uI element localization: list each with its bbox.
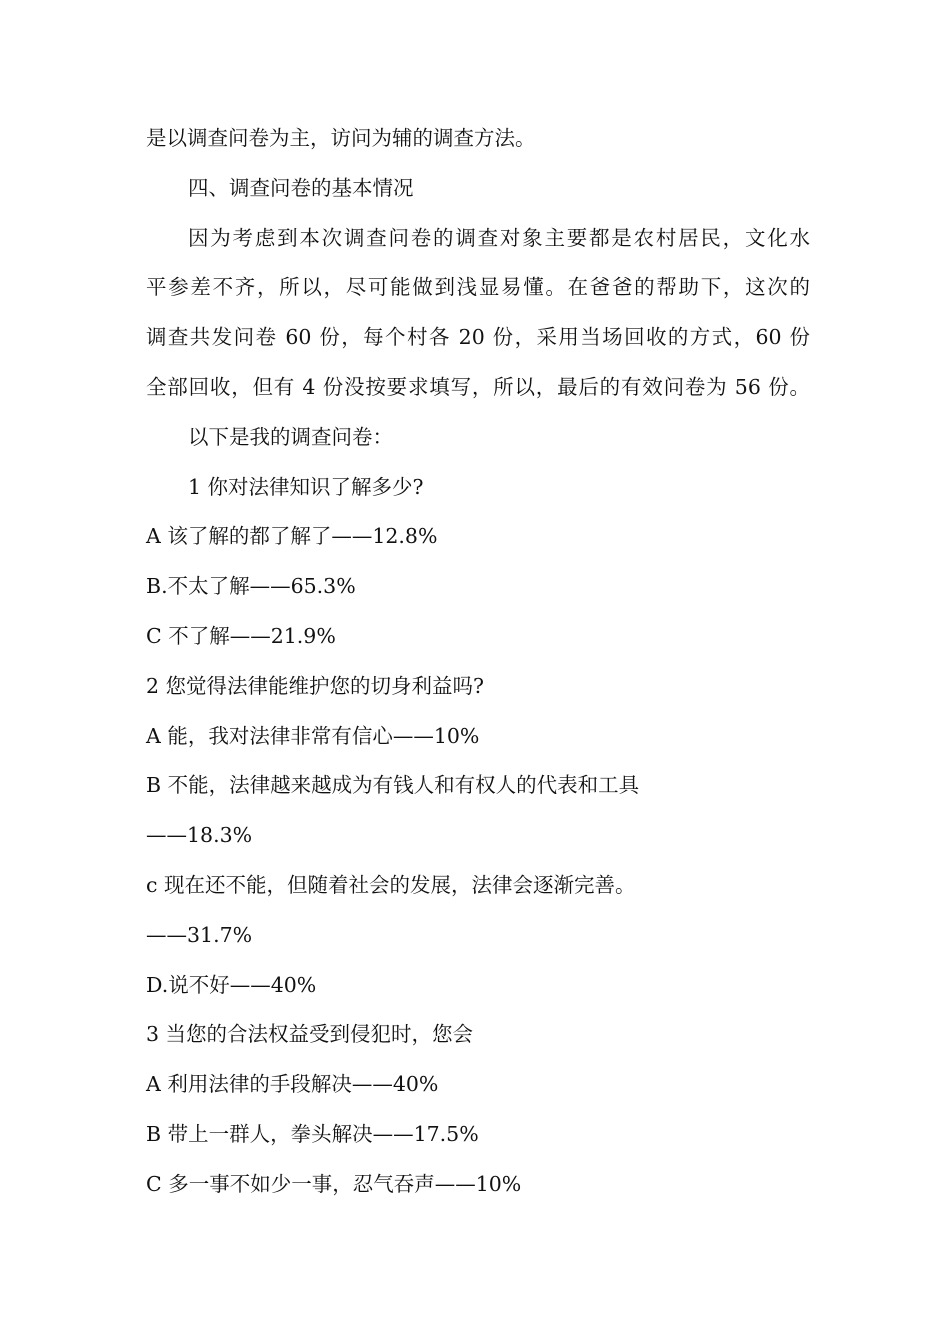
question-2: 2 您觉得法律能维护您的切身利益吗?: [146, 673, 485, 698]
answer-option: B.不太了解——65.3%: [146, 574, 356, 599]
answer-option: A 能，我对法律非常有信心——10%: [146, 723, 480, 748]
answer-option: c 现在还不能，但随着社会的发展，法律会逐渐完善。: [146, 872, 636, 897]
answer-percentage: ——31.7%: [146, 922, 253, 947]
paragraph-line: 平参差不齐，所以，尽可能做到浅显易懂。在爸爸的帮助下，这次的: [146, 275, 810, 300]
question-3: 3 当您的合法权益受到侵犯时，您会: [146, 1022, 474, 1047]
answer-option: C 不了解——21.9%: [146, 623, 336, 648]
answer-option: A 利用法律的手段解决——40%: [146, 1072, 439, 1097]
document-body: [146, 114, 810, 1210]
answer-option: C 多一事不如少一事，忍气吞声——10%: [146, 1171, 522, 1196]
answer-option: A 该了解的都了解了——12.8%: [146, 524, 438, 549]
question-1: 1 你对法律知识了解多少?: [188, 474, 424, 499]
section-heading-questionnaire: 四、调查问卷的基本情况: [188, 175, 414, 200]
questionnaire-intro: 以下是我的调查问卷：: [188, 424, 393, 449]
paragraph-line: 全部回收，但有 4 份没按要求填写，所以，最后的有效问卷为 56 份。: [146, 374, 810, 399]
paragraph-line: 调查共发问卷 60 份，每个村各 20 份，采用当场回收的方式，60 份: [146, 325, 810, 350]
paragraph-line: 因为考虑到本次调查问卷的调查对象主要都是农村居民，文化水: [188, 225, 810, 250]
answer-percentage: ——18.3%: [146, 823, 253, 848]
answer-option: B 带上一群人，拳头解决——17.5%: [146, 1121, 479, 1146]
answer-option: B 不能，法律越来越成为有钱人和有权人的代表和工具: [146, 773, 640, 798]
answer-option: D.说不好——40%: [146, 972, 317, 997]
text-line-method: 是以调查问卷为主，访问为辅的调查方法。: [146, 126, 536, 150]
